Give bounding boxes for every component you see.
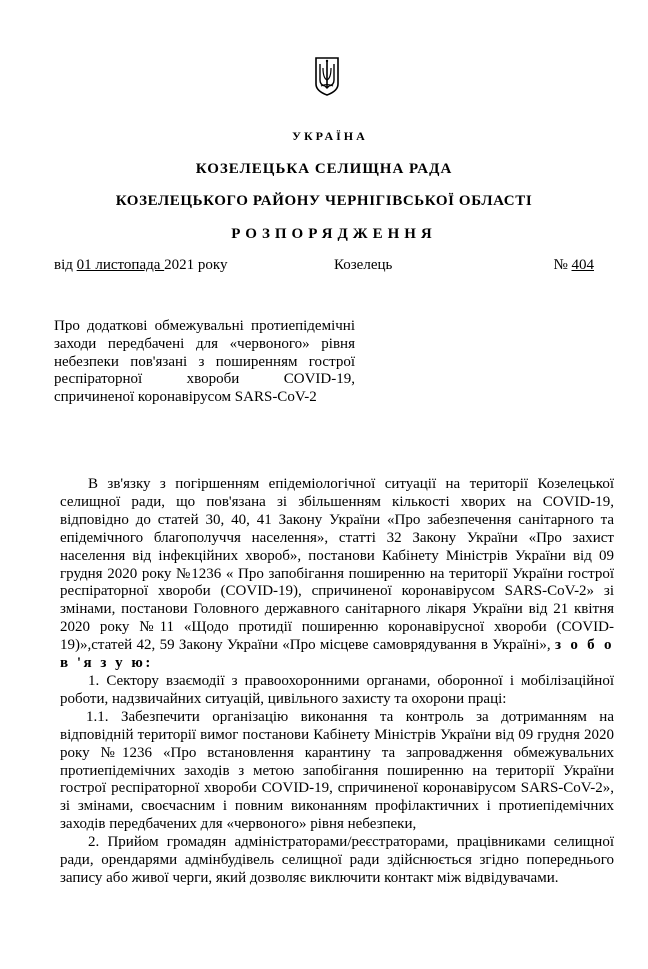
header-council: КОЗЕЛЕЦЬКА СЕЛИЩНА РАДА	[195, 161, 453, 177]
intro-paragraph: В зв'язку з погіршенням епідеміологічної ситуації на території Козелецької селищної ради, що пов'язана зі збільшенням кількості хворих на COVID-19, відповідно до статей 30, 40, 41 Закону України «Про забезпечення санітарного та епідемічного благополуччя населення», статті 32 Закону України «Про захист населення від інфекційних хвороб», постанови Кабінету Міністрів України від 09 грудня 2020 року №1236 « Про запобігання поширенню на території України гострої респіраторної хвороби (COVID-19), спричиненої коронавірусом SARS-CoV-2» зі змінами, постанови Головного державного санітарного лікаря України від 21 квітня 2020 року №11 «Щодо протидії поширенню коронавірусної хвороби (COVID-19)»,статей 42, 59 Закону України «Про місцеве самоврядування в Україні», з о б о в 'я з у ю:	[60, 476, 614, 672]
tryzub-emblem-icon	[314, 56, 340, 96]
document-subject: Про додаткові обмежувальні протиепідемічні заходи передбачені для «червоного» рівня небезпеки пов'язані з поширенням гострої респіраторної хвороби COVID-19, спричиненої коронавірусом SARS-CoV-2	[54, 318, 355, 406]
resolution-word: з о б о в 'я з у ю:	[60, 637, 614, 672]
document-type-title: РОЗПОРЯДЖЕННЯ	[231, 226, 437, 242]
header-region: КОЗЕЛЕЦЬКОГО РАЙОНУ ЧЕРНІГІВСЬКОЇ ОБЛАСТІ	[115, 193, 533, 209]
paragraph-2: 2. Прийом громадян адміністраторами/реєстраторами, працівниками селищної ради, орендарями адмінбудівель селищної ради здійснюється згідно попереднього запису або живої черги, який дозволяє виключити контакт між відвідувачами.	[60, 834, 614, 886]
paragraph-1: 1. Сектору взаємодії з правоохоронними органами, оборонної і мобілізаційної роботи, надзвичайних ситуацій, цивільного захисту та охорони праці:	[60, 672, 614, 707]
document-place: Козелець	[334, 257, 393, 273]
paragraph-1-1: 1.1. Забезпечити організацію виконання та контроль за дотриманням на відповідній території вимог постанови Кабінету Міністрів України від 09 грудня 2020 року №1236 «Про встановлення карантину та запровадження обмежувальних протиепідемічних заходів з метою запобігання поширенню на території України гострої респіраторної хвороби COVID-19, спричиненої коронавірусом SARS-CoV-2», зі змінами, своєчасним і повним виконанням профілактичних і протиепідемічних заходів передбачених для «червоного» рівня небезпеки,	[60, 708, 614, 833]
document-body	[60, 476, 614, 888]
header-country: УКРАЇНА	[292, 129, 368, 143]
date-underlined: 01 листопада	[76, 257, 165, 273]
dateline	[54, 257, 594, 277]
document-date: від 01 листопада 2021 року	[54, 257, 228, 273]
document-number: № 404	[553, 257, 594, 273]
